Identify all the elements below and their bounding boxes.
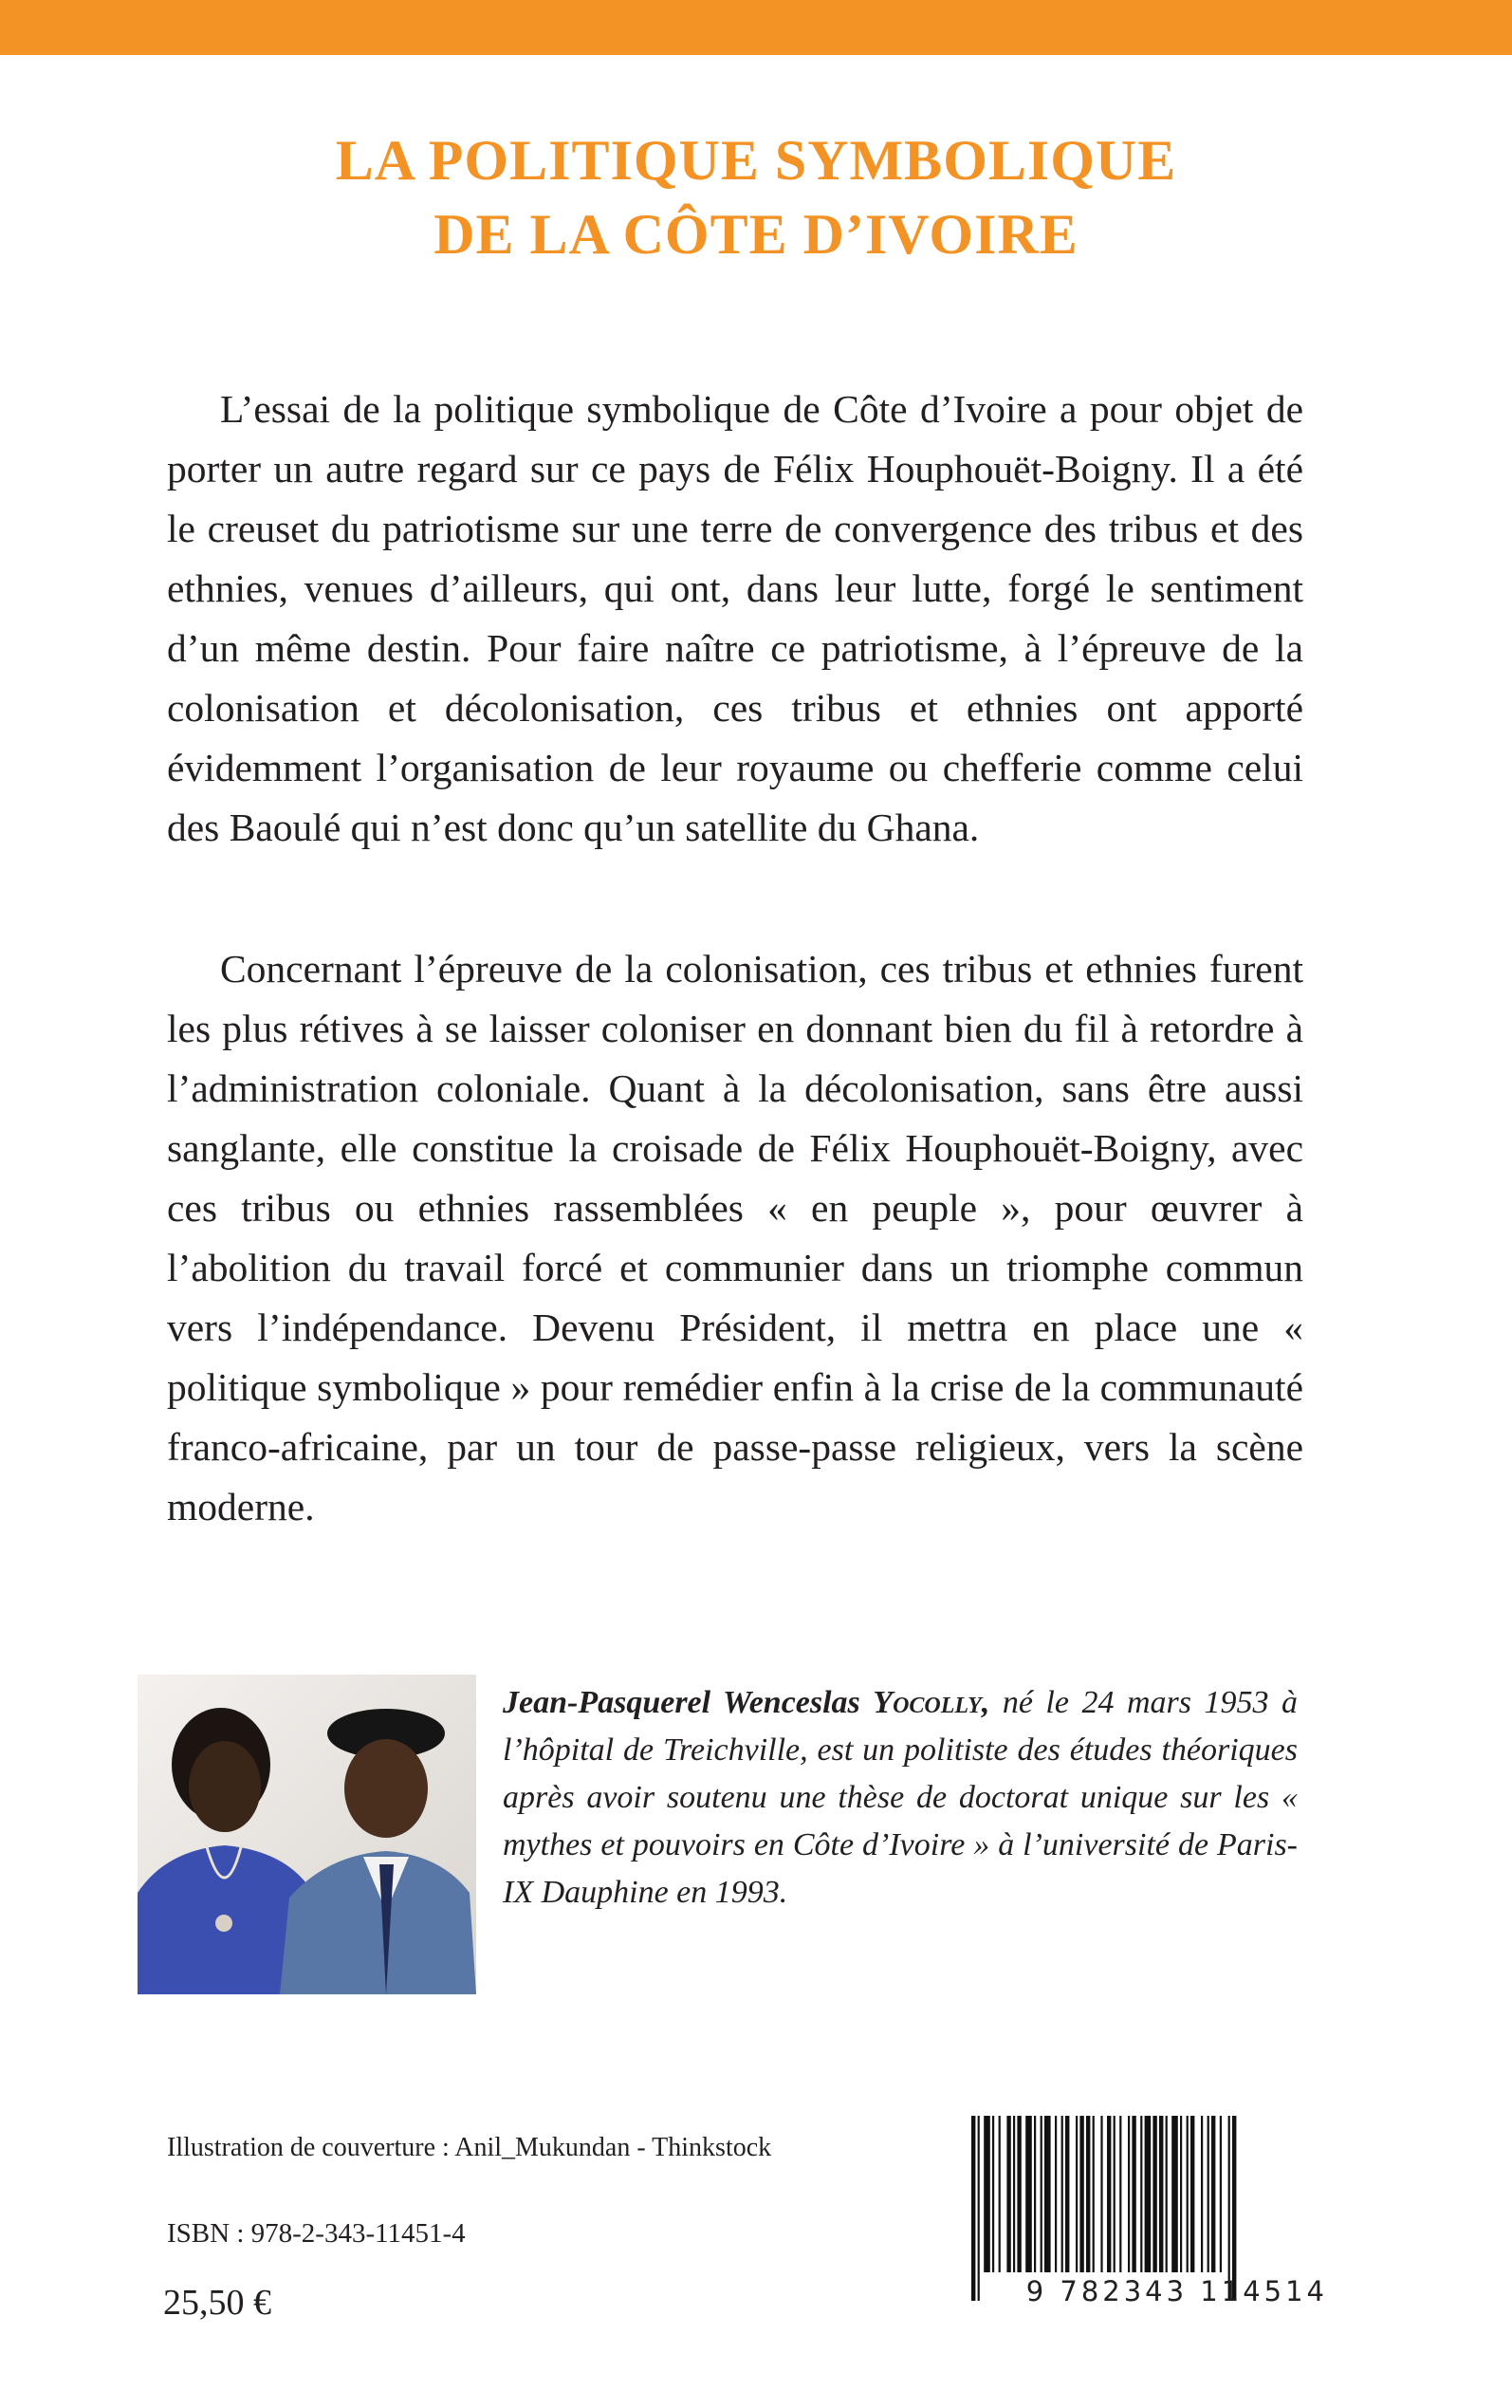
- barcode-bar: [1034, 2116, 1036, 2272]
- barcode-bar: [1006, 2116, 1010, 2272]
- price: 25,50 €: [163, 2283, 271, 2323]
- barcode-bar: [1119, 2116, 1121, 2272]
- barcode-bar: [1190, 2116, 1194, 2272]
- barcode-bar: [1228, 2116, 1230, 2301]
- barcode-bar: [1044, 2116, 1051, 2272]
- author-photo: [138, 1675, 476, 1994]
- barcode-bar: [1180, 2116, 1182, 2272]
- barcode-bar: [1017, 2116, 1021, 2272]
- author-surname: Yocolly,: [873, 1685, 990, 1720]
- title-line-1: LA POLITIQUE SYMBOLIQUE: [335, 129, 1177, 192]
- barcode-bar: [1025, 2116, 1032, 2272]
- barcode-bar: [1055, 2116, 1057, 2272]
- top-accent-bar: [0, 0, 1512, 55]
- barcode-bar: [1166, 2116, 1168, 2272]
- barcode-bar: [1114, 2116, 1116, 2272]
- author-first-names: Jean-Pasquerel Wenceslas: [503, 1685, 874, 1720]
- barcode-bar: [1041, 2116, 1042, 2272]
- author-bio-text: né le 24 mars 1953 à l’hôpital de Treichville, est un politiste des études théoriques après avoir soutenu une thèse de doctorat unique sur les « mythes et pouvoirs en Côte d’Ivoire » à l’université de Paris-IX Dauphine en 1993.: [503, 1685, 1298, 1910]
- barcode-bar: [1140, 2116, 1142, 2272]
- barcode-bar: [1079, 2116, 1083, 2272]
- barcode-bar: [1152, 2116, 1156, 2272]
- barcode-bar: [1061, 2116, 1063, 2272]
- barcode-bar: [1065, 2116, 1069, 2272]
- barcode-bar: [1208, 2116, 1209, 2272]
- author-bio: [503, 1679, 1298, 1917]
- barcode-bar: [1232, 2116, 1236, 2301]
- barcode-bar: [999, 2116, 1001, 2272]
- barcode-bar: [1211, 2116, 1215, 2272]
- barcode-bar: [1220, 2116, 1222, 2272]
- barcode-bar: [1076, 2116, 1078, 2272]
- barcode-bar: [992, 2116, 994, 2272]
- book-title: [0, 123, 1512, 271]
- barcode-bar: [978, 2116, 980, 2301]
- summary-paragraph-1: L’essai de la politique symbolique de Côte d’Ivoire a pour objet de porter un autre regard sur ce pays de Félix Houphouët-Boigny. Il a été le creuset du patriotisme sur une terre de convergence des tribus et des ethnies, venues d’ailleurs, qui ont, dans leur lutte, forgé le sentiment d’un même destin. Pour faire naître ce patriotisme, à l’épreuve de la colonisation et décolonisation, ces tribus et ethnies ont apporté évidemment l’organisation de leur royaume ou chefferie comme celui des Baoulé qui n’est donc qu’un satellite du Ghana.: [167, 387, 1303, 849]
- barcode-bar: [984, 2116, 990, 2272]
- barcode-bar: [1100, 2116, 1102, 2272]
- barcode-bar: [1201, 2116, 1203, 2272]
- cover-credit: Illustration de couverture : Anil_Mukundan - Thinkstock: [167, 2133, 772, 2162]
- barcode-bar: [1132, 2116, 1135, 2272]
- title-line-2: DE LA CÔTE D’IVOIRE: [433, 203, 1079, 266]
- barcode-bar: [1145, 2116, 1152, 2272]
- barcode-bar: [1187, 2116, 1189, 2272]
- barcode-bar: [1107, 2116, 1111, 2272]
- barcode-bar: [1013, 2116, 1015, 2272]
- barcode-bar: [1128, 2116, 1130, 2272]
- barcode-bar: [1093, 2116, 1095, 2272]
- barcode-bar: [1171, 2116, 1178, 2272]
- isbn: ISBN : 978-2-343-11451-4: [167, 2218, 466, 2249]
- summary-paragraph-2: Concernant l’épreuve de la colonisation, ces tribus et ethnies furent les plus rétives à se laisser coloniser en donnant bien du fil à retordre à l’administration coloniale. Quant à la décolonisation, sans être aussi sanglante, elle constitue la croisade de Félix Houphouët-Boigny, avec ces tribus ou ethnies rassemblées « en peuple », pour œuvrer à l’abolition du travail forcé et communier dans un triomphe commun vers l’indépendance. Devenu Président, il mettra en place une « politique symbolique » pour remédier enfin à la crise de la communauté franco-africaine, par un tour de passe-passe religieux, vers la scène moderne.: [167, 947, 1303, 1528]
- barcode-digits: 9 782343 114514: [1025, 2275, 1328, 2307]
- barcode-bar: [1086, 2116, 1090, 2272]
- barcode-bar: [971, 2116, 975, 2301]
- barcode-bar: [1159, 2116, 1163, 2272]
